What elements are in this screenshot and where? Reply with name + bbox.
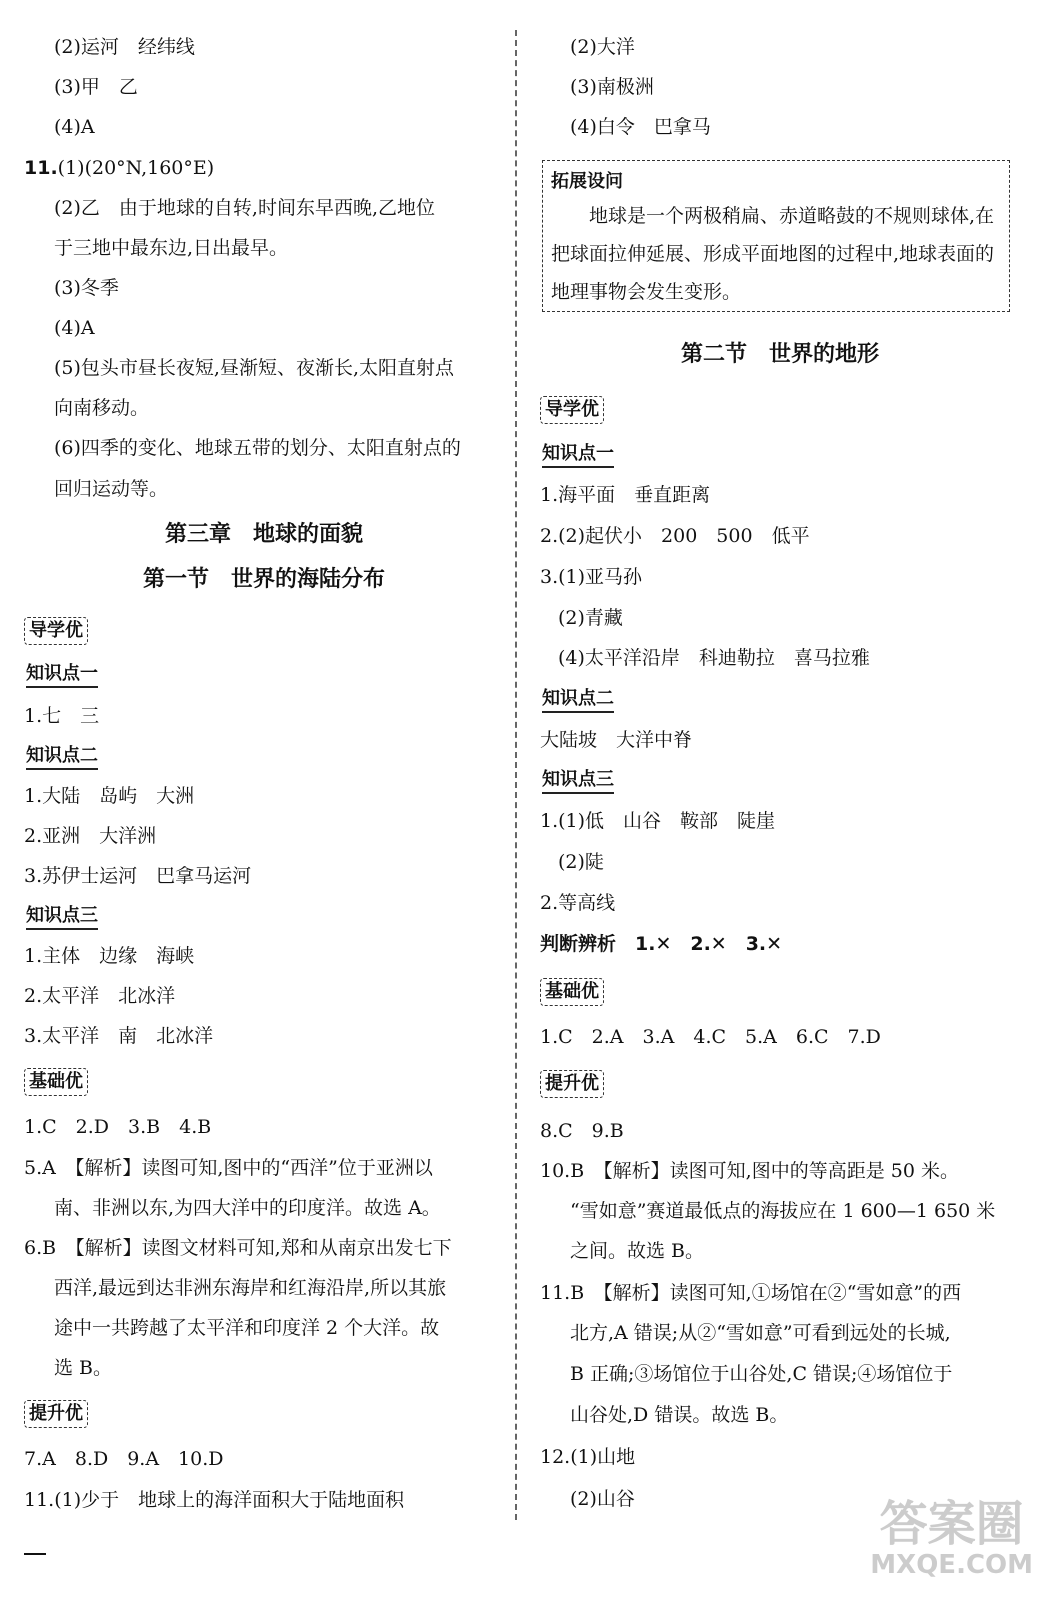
answer-line: (6)四季的变化、地球五带的划分、太阳直射点的 bbox=[54, 437, 461, 459]
extension-box-title: 拓展设问 bbox=[551, 171, 623, 192]
answer-line: (2)山谷 bbox=[570, 1488, 635, 1510]
answer-line: 途中一共跨越了太平洋和印度洋 2 个大洋。故 bbox=[54, 1317, 440, 1339]
answer-line: 11.B 【解析】读图可知,①场馆在②“雪如意”的西 bbox=[540, 1282, 962, 1304]
answer-text: (1)(20°N,160°E) bbox=[57, 157, 215, 179]
answer-line: 北方,A 错误;从②“雪如意”可看到远处的长城, bbox=[570, 1322, 951, 1344]
tag-tisheng: 提升优 bbox=[540, 1070, 604, 1098]
chapter-title: 第三章 地球的面貌 bbox=[164, 522, 363, 547]
knowledge-point-3: 知识点三 bbox=[26, 904, 98, 930]
answer-line: “雪如意”赛道最低点的海拔应在 1 600—1 650 米 bbox=[570, 1200, 996, 1222]
answer-line: 1.主体 边缘 海峡 bbox=[24, 945, 195, 967]
answer-line: 3.太平洋 南 北冰洋 bbox=[24, 1025, 214, 1047]
answer-line: (4)A bbox=[54, 317, 95, 339]
watermark bbox=[870, 1496, 1033, 1580]
answer-line: (4)A bbox=[54, 116, 95, 138]
question-number: 11. bbox=[24, 157, 58, 179]
extension-box-text: 地球是一个两极稍扁、赤道略鼓的不规则球体,在把球面拉伸延展、形成平面地图的过程中,地球表面的地理事物会发生变形。 bbox=[551, 205, 995, 303]
answer-line: B 正确;③场馆位于山谷处,C 错误;④场馆位于 bbox=[570, 1363, 953, 1385]
answer-line: 12.(1)山地 bbox=[540, 1446, 636, 1468]
answer-line: 2.太平洋 北冰洋 bbox=[24, 985, 176, 1007]
answer-line: 5.A 【解析】读图可知,图中的“西洋”位于亚洲以 bbox=[24, 1157, 433, 1179]
judgment-line: 判断辨析 1.✕ 2.✕ 3.✕ bbox=[540, 933, 783, 955]
answer-line: (3)甲 乙 bbox=[54, 76, 138, 98]
answer-line: 回归运动等。 bbox=[54, 478, 169, 500]
page-footer-dash bbox=[24, 1553, 46, 1555]
knowledge-point-3: 知识点三 bbox=[542, 768, 614, 794]
answer-line: (2)运河 经纬线 bbox=[54, 36, 195, 58]
tag-jichu: 基础优 bbox=[24, 1068, 88, 1096]
extension-box bbox=[542, 160, 1010, 312]
answer-line: 2.(2)起伏小 200 500 低平 bbox=[540, 525, 810, 547]
answer-line: 11.(1)少于 地球上的海洋面积大于陆地面积 bbox=[24, 1489, 405, 1511]
knowledge-point-1: 知识点一 bbox=[26, 662, 98, 688]
answer-line: (3)冬季 bbox=[54, 277, 119, 299]
knowledge-point-1: 知识点一 bbox=[542, 442, 614, 468]
column-divider bbox=[515, 30, 517, 1520]
answer-line: (4)白令 巴拿马 bbox=[570, 116, 711, 138]
answer-line: (5)包头市昼长夜短,昼渐短、夜渐长,太阳直射点 bbox=[54, 357, 454, 379]
answer-line: (3)南极洲 bbox=[570, 76, 654, 98]
tag-jichu: 基础优 bbox=[540, 978, 604, 1006]
answer-line: (2)陡 bbox=[558, 851, 604, 873]
answer-line: 山谷处,D 错误。故选 B。 bbox=[570, 1404, 789, 1426]
answer-line: 1.海平面 垂直距离 bbox=[540, 484, 711, 506]
answer-line: (2)大洋 bbox=[570, 36, 635, 58]
answer-line: (2)乙 由于地球的自转,时间东早西晚,乙地位 bbox=[54, 197, 435, 219]
answer-line: 1.C 2.A 3.A 4.C 5.A 6.C 7.D bbox=[540, 1026, 881, 1048]
answer-line: 7.A 8.D 9.A 10.D bbox=[24, 1448, 224, 1470]
knowledge-point-2: 知识点二 bbox=[26, 744, 98, 770]
section-title: 第二节 世界的地形 bbox=[680, 342, 879, 367]
answer-line: (4)太平洋沿岸 科迪勒拉 喜马拉雅 bbox=[558, 647, 870, 669]
answer-line: 1.七 三 bbox=[24, 705, 100, 727]
answer-line: (2)青藏 bbox=[558, 607, 623, 629]
answer-line: 1.(1)低 山谷 鞍部 陡崖 bbox=[540, 810, 776, 832]
answer-line: 2.等高线 bbox=[540, 892, 616, 914]
answer-line: 选 B。 bbox=[54, 1357, 113, 1379]
answer-line: 于三地中最东边,日出最早。 bbox=[54, 237, 289, 259]
tag-daoxue: 导学优 bbox=[24, 617, 88, 645]
answer-line: 南、非洲以东,为四大洋中的印度洋。故选 A。 bbox=[54, 1197, 441, 1219]
tag-daoxue: 导学优 bbox=[540, 396, 604, 424]
section-title: 第一节 世界的海陆分布 bbox=[142, 567, 385, 592]
answer-line: 1.大陆 岛屿 大洲 bbox=[24, 785, 195, 807]
watermark-top: 答案圈 bbox=[879, 1496, 1024, 1552]
question-11 bbox=[24, 155, 214, 181]
answer-line: 3.(1)亚马孙 bbox=[540, 566, 643, 588]
answer-line: 向南移动。 bbox=[54, 397, 150, 419]
answer-line: 3.苏伊士运河 巴拿马运河 bbox=[24, 865, 252, 887]
answer-line: 8.C 9.B bbox=[540, 1120, 624, 1142]
answer-line: 2.亚洲 大洋洲 bbox=[24, 825, 157, 847]
answer-line: 10.B 【解析】读图可知,图中的等高距是 50 米。 bbox=[540, 1160, 959, 1182]
answer-line: 西洋,最远到达非洲东海岸和红海沿岸,所以其旅 bbox=[54, 1277, 447, 1299]
answer-line: 1.C 2.D 3.B 4.B bbox=[24, 1116, 212, 1138]
answer-line: 之间。故选 B。 bbox=[570, 1240, 705, 1262]
watermark-bottom: MXQE.COM bbox=[870, 1550, 1033, 1580]
answer-line: 6.B 【解析】读图文材料可知,郑和从南京出发七下 bbox=[24, 1237, 452, 1259]
tag-tisheng: 提升优 bbox=[24, 1400, 88, 1428]
knowledge-point-2: 知识点二 bbox=[542, 687, 614, 713]
answer-line: 大陆坡 大洋中脊 bbox=[540, 729, 693, 751]
